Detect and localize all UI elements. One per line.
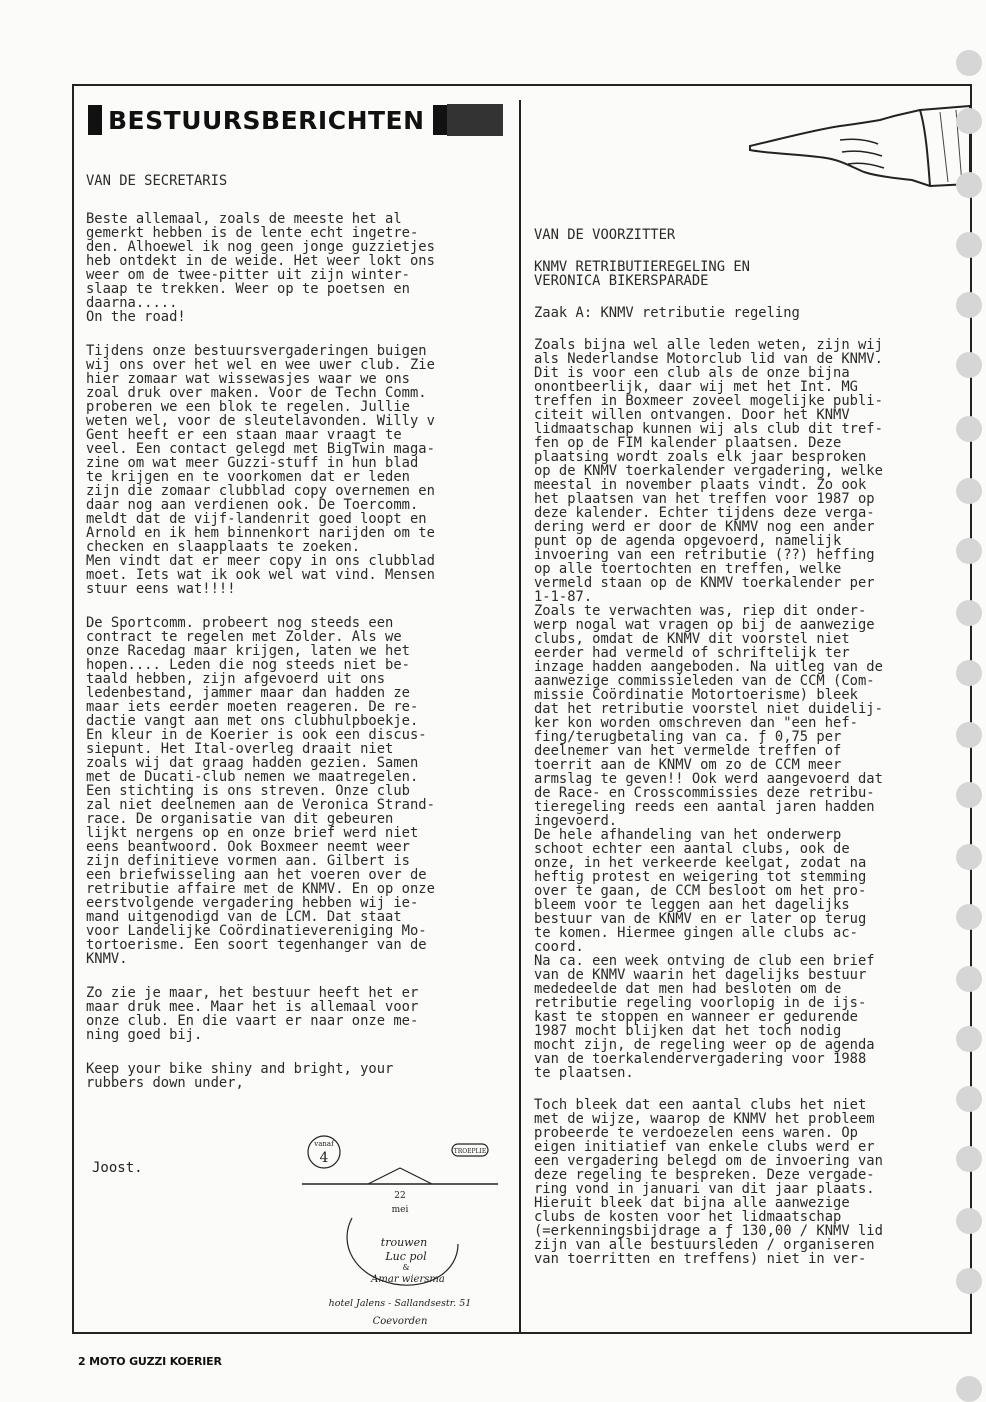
wedding-announcement: [298, 1134, 502, 1332]
chairman-heading: VAN DE VOORZITTER: [534, 227, 676, 243]
card-vanaf: vanaf: [314, 1140, 334, 1148]
header-bar-left: [88, 105, 102, 135]
left-paragraph-1: Beste allemaal, zoals de meeste het al gemerkt hebben is de lente echt ingetre- den. Alhoewel ik nog geen jonge guzzietjes heb ontdekt in de weide. Het weer lokt ons weer om de twee-pitter uit zijn winter- slaap te trekken. Weer op te poetsen en daarna..... On the road!: [86, 211, 435, 325]
left-paragraph-2: Tijdens onze bestuursvergaderingen buigen wij ons over het wel en wee uwer club. Zie hier zomaar wat wissewasjes waar we ons zoal druk over maken. Voor de Techn Comm. proberen we een blok te regelen. Jullie weten wel, voor de sleutelavonden. Willy v Gent heeft er een staan maar vraagt te veel. Een contact gelegd met BigTwin maga- zine om wat meer Guzzi-stuff in hun blad te krijgen en te voorkomen dat er leden zijn die zomaar clubblad copy overnemen en daar nog aan verdienen ook. De Toercomm. meldt dat de vijf-landenrit goed loopt en Arnold en ik hem binnenkort narijden om te checken en slaapplaats te zoeken. Men vindt dat er meer copy in ons clubblad moet. Iets wat ik ook wel wat vind. Mensen stuur eens wat!!!!: [86, 343, 435, 597]
binder-hole: [956, 600, 982, 626]
pointing-hand-icon: [744, 100, 972, 190]
binder-hole: [956, 292, 982, 318]
binder-hole: [956, 232, 982, 258]
binder-hole: [956, 478, 982, 504]
right-paragraph-1: Zoals bijna wel alle leden weten, zijn wij als Nederlandse Motorclub lid van de KNMV. Dit is voor een club als de onze bijna onontbeerlijk, daar wij met het Int. MG treffen in Boxmeer zoveel mogelijke publi- citeit willen ontvangen. Door het KNMV lidmaatschap kunnen wij als club dit tref- fen op de FIM kalender plaatsen. Deze plaatsing wordt zoals elk jaar besproken op de KNMV toerkalender vergadering, welke meestal in november plaats vindt. Zo ook het plaatsen van het treffen voor 1987 op deze kalender. Echter tijdens deze verga- dering werd er door de KNMV nog een ander punt op de agenda opgevoerd, namelijk invoering van een retributie (??) heffing op alle toertochten en treffen, welke vermeld staan op de KNMV toerkalender per 1-1-87.: [534, 337, 883, 605]
binder-hole: [956, 352, 982, 378]
secretary-heading: VAN DE SECRETARIS: [86, 173, 228, 189]
left-column: [86, 174, 511, 1090]
section-title: BESTUURSBERICHTEN: [108, 105, 425, 135]
binder-hole: [956, 844, 982, 870]
binder-hole: [956, 660, 982, 686]
binder-hole: [956, 538, 982, 564]
card-date-month: mei: [391, 1205, 409, 1215]
chairman-subheading: KNMV RETRIBUTIEREGELING EN VERONICA BIKERSPARADE: [534, 259, 750, 289]
card-number: 4: [319, 1150, 329, 1166]
signature: Joost.: [92, 1160, 143, 1176]
binder-hole: [956, 108, 982, 134]
binder-hole: [956, 722, 982, 748]
card-line-2: Luc pol: [385, 1250, 427, 1263]
binder-hole: [956, 904, 982, 930]
right-column: [534, 228, 954, 1266]
right-paragraph-3: De hele afhandeling van het onderwerp schoot echter een aantal clubs, ook de onze, in het verkeerde keelgat, zodat na heftig protest en weigering tot stemming over te gaan, de CCM besloot om het pro- bleem voor te leggen aan het dagelijks bestuur van de KNMV en er later op terug te komen. Hiermee gingen alle clubs ac- coord.: [534, 827, 867, 955]
header-block: [447, 104, 503, 136]
card-city: Coevorden: [372, 1316, 428, 1327]
card-line-3: &: [402, 1263, 410, 1272]
card-venue: hotel Jalens - Sallandsestr. 51: [328, 1298, 472, 1309]
binder-hole: [956, 1026, 982, 1052]
binder-hole: [956, 50, 982, 76]
binder-hole: [956, 1268, 982, 1294]
left-paragraph-3: De Sportcomm. probeert nog steeds een contract te regelen met Zolder. Als we onze Racedag maar krijgen, laten we het hopen.... Leden die nog steeds niet be- taald hebben, zijn afgevoerd uit ons ledenbestand, jammer maar dan hadden ze maar iets eerder moeten reageren. De re- dactie vangt aan met ons clubhulpboekje. En kleur in de Koerier is ook een discus- siepunt. Het Ital-overleg draait niet zoals wij dat graag hadden gezien. Samen met de Ducati-club nemen we maatregelen. Een stichting is ons streven. Onze club zal niet deelnemen aan de Veronica Strand- race. De organisatie van dit gebeuren lijkt nergens op en onze brief werd niet eens beantwoord. Ook Boxmeer neemt weer zijn definitieve vormen aan. Gilbert is een briefwisseling aan het voeren over de retributie affaire met de KNMV. En op onze eerstvolgende vergadering hebben wij ie- mand uitgenodigd van de LCM. Dat staat voor Landelijke Coördinatievereniging Mo- tortoerisme. Een soort tegenhanger van de KNMV.: [86, 615, 435, 967]
case-heading: Zaak A: KNMV retributie regeling: [534, 305, 800, 321]
left-paragraph-4: Zo zie je maar, het bestuur heeft het er maar druk mee. Maar het is allemaal voor onze club. En die vaart er naar onze me- ning goed bij.: [86, 985, 419, 1043]
right-paragraph-4: Na ca. een week ontving de club een brief van de KNMV waarin het dagelijks bestuur mededeelde dat men had besloten om de retributie regeling voorlopig in de ijs- kast te stoppen en wanneer er gedurende 1987 mocht blijken dat het toch nodig mocht zijn, de regeling weer op de agenda van de toerkalendervergadering voor 1988 te plaatsen.: [534, 953, 875, 1081]
page-footer: 2 MOTO GUZZI KOERIER: [78, 1355, 222, 1368]
binder-hole: [956, 1208, 982, 1234]
left-paragraph-5: Keep your bike shiny and bright, your rubbers down under,: [86, 1061, 394, 1091]
card-badge: TROEPLIE: [453, 1148, 487, 1155]
binder-hole: [956, 1086, 982, 1112]
header-bar-right: [433, 105, 447, 135]
binder-hole: [956, 1146, 982, 1172]
binder-hole: [956, 782, 982, 808]
right-paragraph-2: Zoals te verwachten was, riep dit onder- werp nogal wat vragen op bij de aanwezige clubs, omdat de KNMV dit voorstel niet eerder had vermeld of schriftelijk ter inzage hadden aangeboden. Na uitleg van de aanwezige commissieleden van de CCM (Com- missie Coördinatie Motortoerisme) bleek dat het retributie voorstel niet duidelij- ker kon worden omschreven dan "een hef- fing/terugbetaling van ca. ƒ 0,75 per deelnemer van het vermelde treffen of toerrit aan de KNMV om zo de CCM meer armslag te geven!! Ook werd aangevoerd dat de Race- en Crosscommissies deze retribu- tieregeling reeds een aantal jaren hadden ingevoerd.: [534, 603, 883, 829]
section-header: [88, 100, 512, 140]
binder-hole: [956, 172, 982, 198]
binder-hole: [956, 966, 982, 992]
binder-hole: [956, 1376, 982, 1402]
right-paragraph-5: Toch bleek dat een aantal clubs het niet met de wijze, waarop de KNMV het probleem probeerde te verdoezelen eens waren. Op eigen initiatief van enkele clubs werd er een vergadering belegd om de invoering van deze regeling te bespreken. Deze vergade- ring vond in januari van dit jaar plaats. Hieruit bleek dat bijna alle aanwezige clubs de kosten voor het lidmaatschap (=erkenningsbijdrage a ƒ 130,00 / KNMV lid zijn van alle bestuursleden / organiseren van toerritten en treffens) niet in ver-: [534, 1097, 883, 1267]
binder-hole: [956, 416, 982, 442]
card-date-day: 22: [394, 1191, 406, 1201]
binder-holes: [956, 0, 986, 1402]
column-divider: [519, 100, 521, 1332]
card-line-4: Amar wiersma: [371, 1274, 445, 1285]
card-line-1: trouwen: [380, 1236, 428, 1249]
